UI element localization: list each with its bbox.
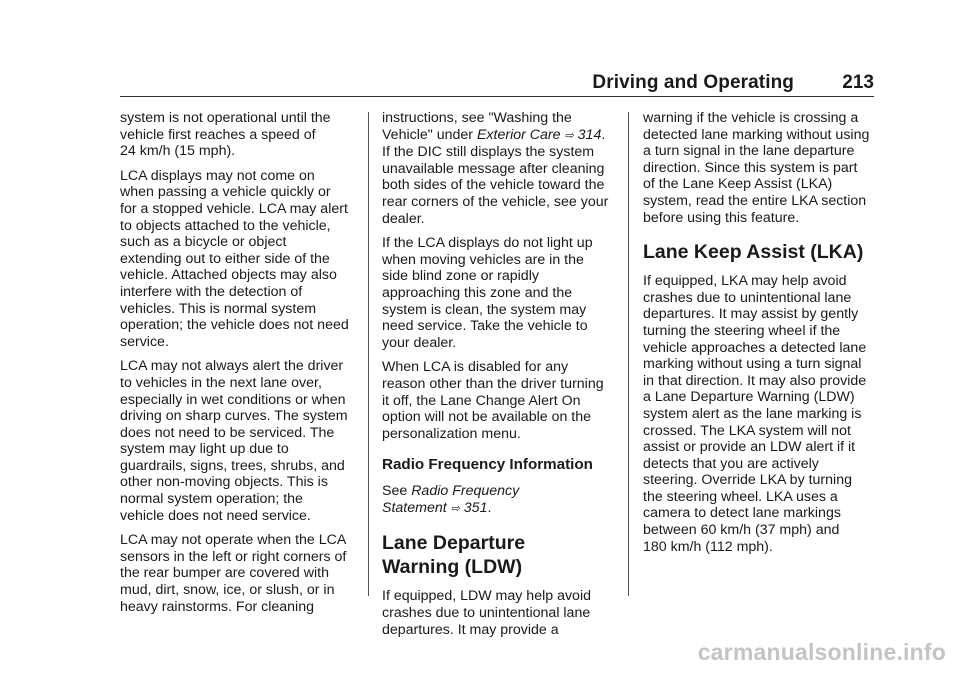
- text-line: crashes due to unintentional lane: [643, 289, 852, 306]
- text-line: crashes due to unintentional lane: [382, 605, 591, 622]
- text-line: warning if the vehicle is crossing a: [643, 110, 859, 126]
- text-line: need service. Take the vehicle to: [382, 318, 588, 335]
- cross-reference-title: Exterior Care: [476, 126, 561, 143]
- text-line: your dealer.: [382, 334, 457, 351]
- text-line: vehicle first reaches a speed of: [120, 126, 316, 143]
- cross-reference-page: 314: [577, 126, 602, 143]
- text-line: LCA may not always alert the driver: [120, 358, 344, 375]
- text-fragment: See: [382, 483, 412, 500]
- text-line: normal system operation; the: [120, 491, 303, 508]
- text-line: [382, 127, 605, 143]
- section-title: Driving and Operating: [592, 72, 794, 93]
- text-line: especially in wet conditions or when: [120, 391, 346, 408]
- text-line: When LCA is disabled for any: [382, 359, 569, 376]
- text-line: a turn signal in the lane departure: [643, 143, 855, 160]
- text-line: departures. It may assist by gently: [643, 306, 859, 323]
- paragraph: [382, 235, 618, 351]
- paragraph: [120, 110, 356, 160]
- paragraph: [120, 532, 356, 615]
- heading-lane-keep-assist: [643, 240, 879, 264]
- text-line: to objects attached to the vehicle,: [120, 217, 331, 234]
- text-line: dealer.: [382, 210, 425, 227]
- text-line: option will not be available on the: [382, 409, 592, 426]
- text-line: vehicle approaches a detected lane: [643, 339, 867, 356]
- text-line: departures. It may provide a: [382, 621, 559, 638]
- text-line: system is clean, the system may: [382, 301, 587, 318]
- heading-lane-departure-warning: [382, 531, 618, 579]
- column-3: [643, 110, 879, 563]
- cross-reference-title: Statement: [382, 499, 447, 516]
- heading-radio-frequency: Radio Frequency Information: [382, 456, 593, 474]
- text-line: extending out to either side of the: [120, 250, 330, 267]
- text-line: vehicle does not need service.: [120, 507, 311, 524]
- text-line: If the DIC still displays the system: [382, 144, 595, 161]
- text-line: when moving vehicles are in the: [382, 251, 584, 268]
- cross-reference-page: 351: [463, 499, 488, 516]
- paragraph: [382, 110, 618, 227]
- text-line: If the LCA displays do not light up: [382, 235, 593, 252]
- text-line: camera to detect lane markings: [643, 505, 841, 522]
- text-line: system, read the entire LKA section: [643, 192, 867, 209]
- text-line: detects that you are actively: [643, 455, 819, 472]
- text-line: detected lane marking without using: [643, 126, 870, 143]
- text-line: LCA may not operate when the LCA: [120, 532, 347, 549]
- page-reference-arrow-icon: ⇨: [564, 129, 574, 142]
- heading-line: Lane Departure: [382, 532, 526, 555]
- column-2: [382, 110, 618, 646]
- text-line: assist or provide an LDW alert if it: [643, 439, 856, 456]
- text-line: before using this feature.: [643, 209, 800, 226]
- text-line: If equipped, LDW may help avoid: [382, 588, 591, 605]
- text-line: system alert as the lane marking is: [643, 405, 862, 422]
- cross-reference-link[interactable]: [477, 127, 601, 143]
- text-line: the rear bumper are covered with: [120, 565, 329, 582]
- text-fragment: .: [487, 499, 492, 516]
- text-line: other non-moving objects. This is: [120, 474, 328, 491]
- text-line: unavailable message after cleaning: [382, 160, 605, 177]
- text-line: both sides of the vehicle toward the: [382, 177, 605, 194]
- text-line: system may light up due to: [120, 441, 289, 458]
- text-line: operation; the vehicle does not need: [120, 317, 349, 334]
- paragraph: [382, 588, 618, 638]
- text-line: steering. Override LKA by turning: [643, 472, 852, 489]
- page-header: [120, 68, 874, 97]
- text-line: heavy rainstorms. For cleaning: [120, 598, 314, 615]
- text-line: crossed. The LKA system will not: [643, 422, 851, 439]
- text-line: turning the steering wheel if the: [643, 322, 841, 339]
- text-line: vehicles. This is normal system: [120, 300, 317, 317]
- text-line: reason other than the driver turning: [382, 375, 604, 392]
- text-line: personalization menu.: [382, 425, 521, 442]
- text-line: approaching this zone and the: [382, 284, 573, 301]
- text-line: does not need to be serviced. The: [120, 424, 335, 441]
- text-line: vehicle. Attached objects may also: [120, 267, 337, 284]
- paragraph: [382, 359, 618, 442]
- paragraph: [120, 358, 356, 524]
- text-line: 24 km/h (15 mph).: [120, 143, 236, 160]
- text-line: in that direction. It may also provide: [643, 372, 867, 389]
- paragraph: [643, 273, 879, 555]
- watermark: carmanualsonline.info: [697, 639, 946, 665]
- text-line: to vehicles in the next lane over,: [120, 374, 322, 391]
- text-line: when passing a vehicle quickly or: [120, 184, 331, 201]
- cross-reference-title: Radio Frequency: [411, 483, 520, 500]
- text-line: LCA displays may not come on: [120, 167, 315, 184]
- text-line: it off, the Lane Change Alert On: [382, 392, 581, 409]
- text-line: the steering wheel. LKA uses a: [643, 488, 838, 505]
- text-line: instructions, see "Washing the: [382, 110, 572, 126]
- heading-line: Lane Keep Assist (LKA): [643, 241, 864, 264]
- paragraph: [382, 483, 618, 517]
- heading-line: Warning (LDW): [382, 556, 523, 579]
- text-line: sensors in the left or right corners of: [120, 548, 347, 565]
- text-fragment: .: [601, 126, 606, 143]
- text-line: for a stopped vehicle. LCA may alert: [120, 200, 348, 217]
- column-divider-1: [368, 112, 369, 596]
- text-line: of the Lane Keep Assist (LKA): [643, 176, 833, 193]
- text-line: guardrails, signs, trees, shrubs, and: [120, 457, 345, 474]
- text-line: marking without using a turn signal: [643, 356, 862, 373]
- text-line: driving on sharp curves. The system: [120, 408, 348, 425]
- page-number: 213: [842, 72, 874, 93]
- text-line: direction. Since this system is part: [643, 159, 858, 176]
- column-divider-2: [628, 112, 629, 596]
- paragraph: [120, 168, 356, 351]
- paragraph: [643, 110, 879, 226]
- text-fragment: Vehicle" under: [382, 126, 477, 143]
- text-line: service.: [120, 333, 169, 350]
- text-line: system is not operational until the: [120, 110, 331, 126]
- column-1: [120, 110, 356, 623]
- text-line: interfere with the detection of: [120, 283, 303, 300]
- text-line: such as a bicycle or object: [120, 234, 287, 251]
- text-line: rear corners of the vehicle, see your: [382, 193, 609, 210]
- text-line: between 60 km/h (37 mph) and: [643, 522, 840, 539]
- page-reference-arrow-icon: ⇨: [450, 502, 460, 515]
- text-line: side blind zone or rapidly: [382, 268, 539, 285]
- text-line: 180 km/h (112 mph).: [643, 538, 773, 555]
- text-line: mud, dirt, snow, ice, or slush, or in: [120, 582, 335, 599]
- text-line: a Lane Departure Warning (LDW): [643, 389, 855, 406]
- text-line: If equipped, LKA may help avoid: [643, 273, 847, 290]
